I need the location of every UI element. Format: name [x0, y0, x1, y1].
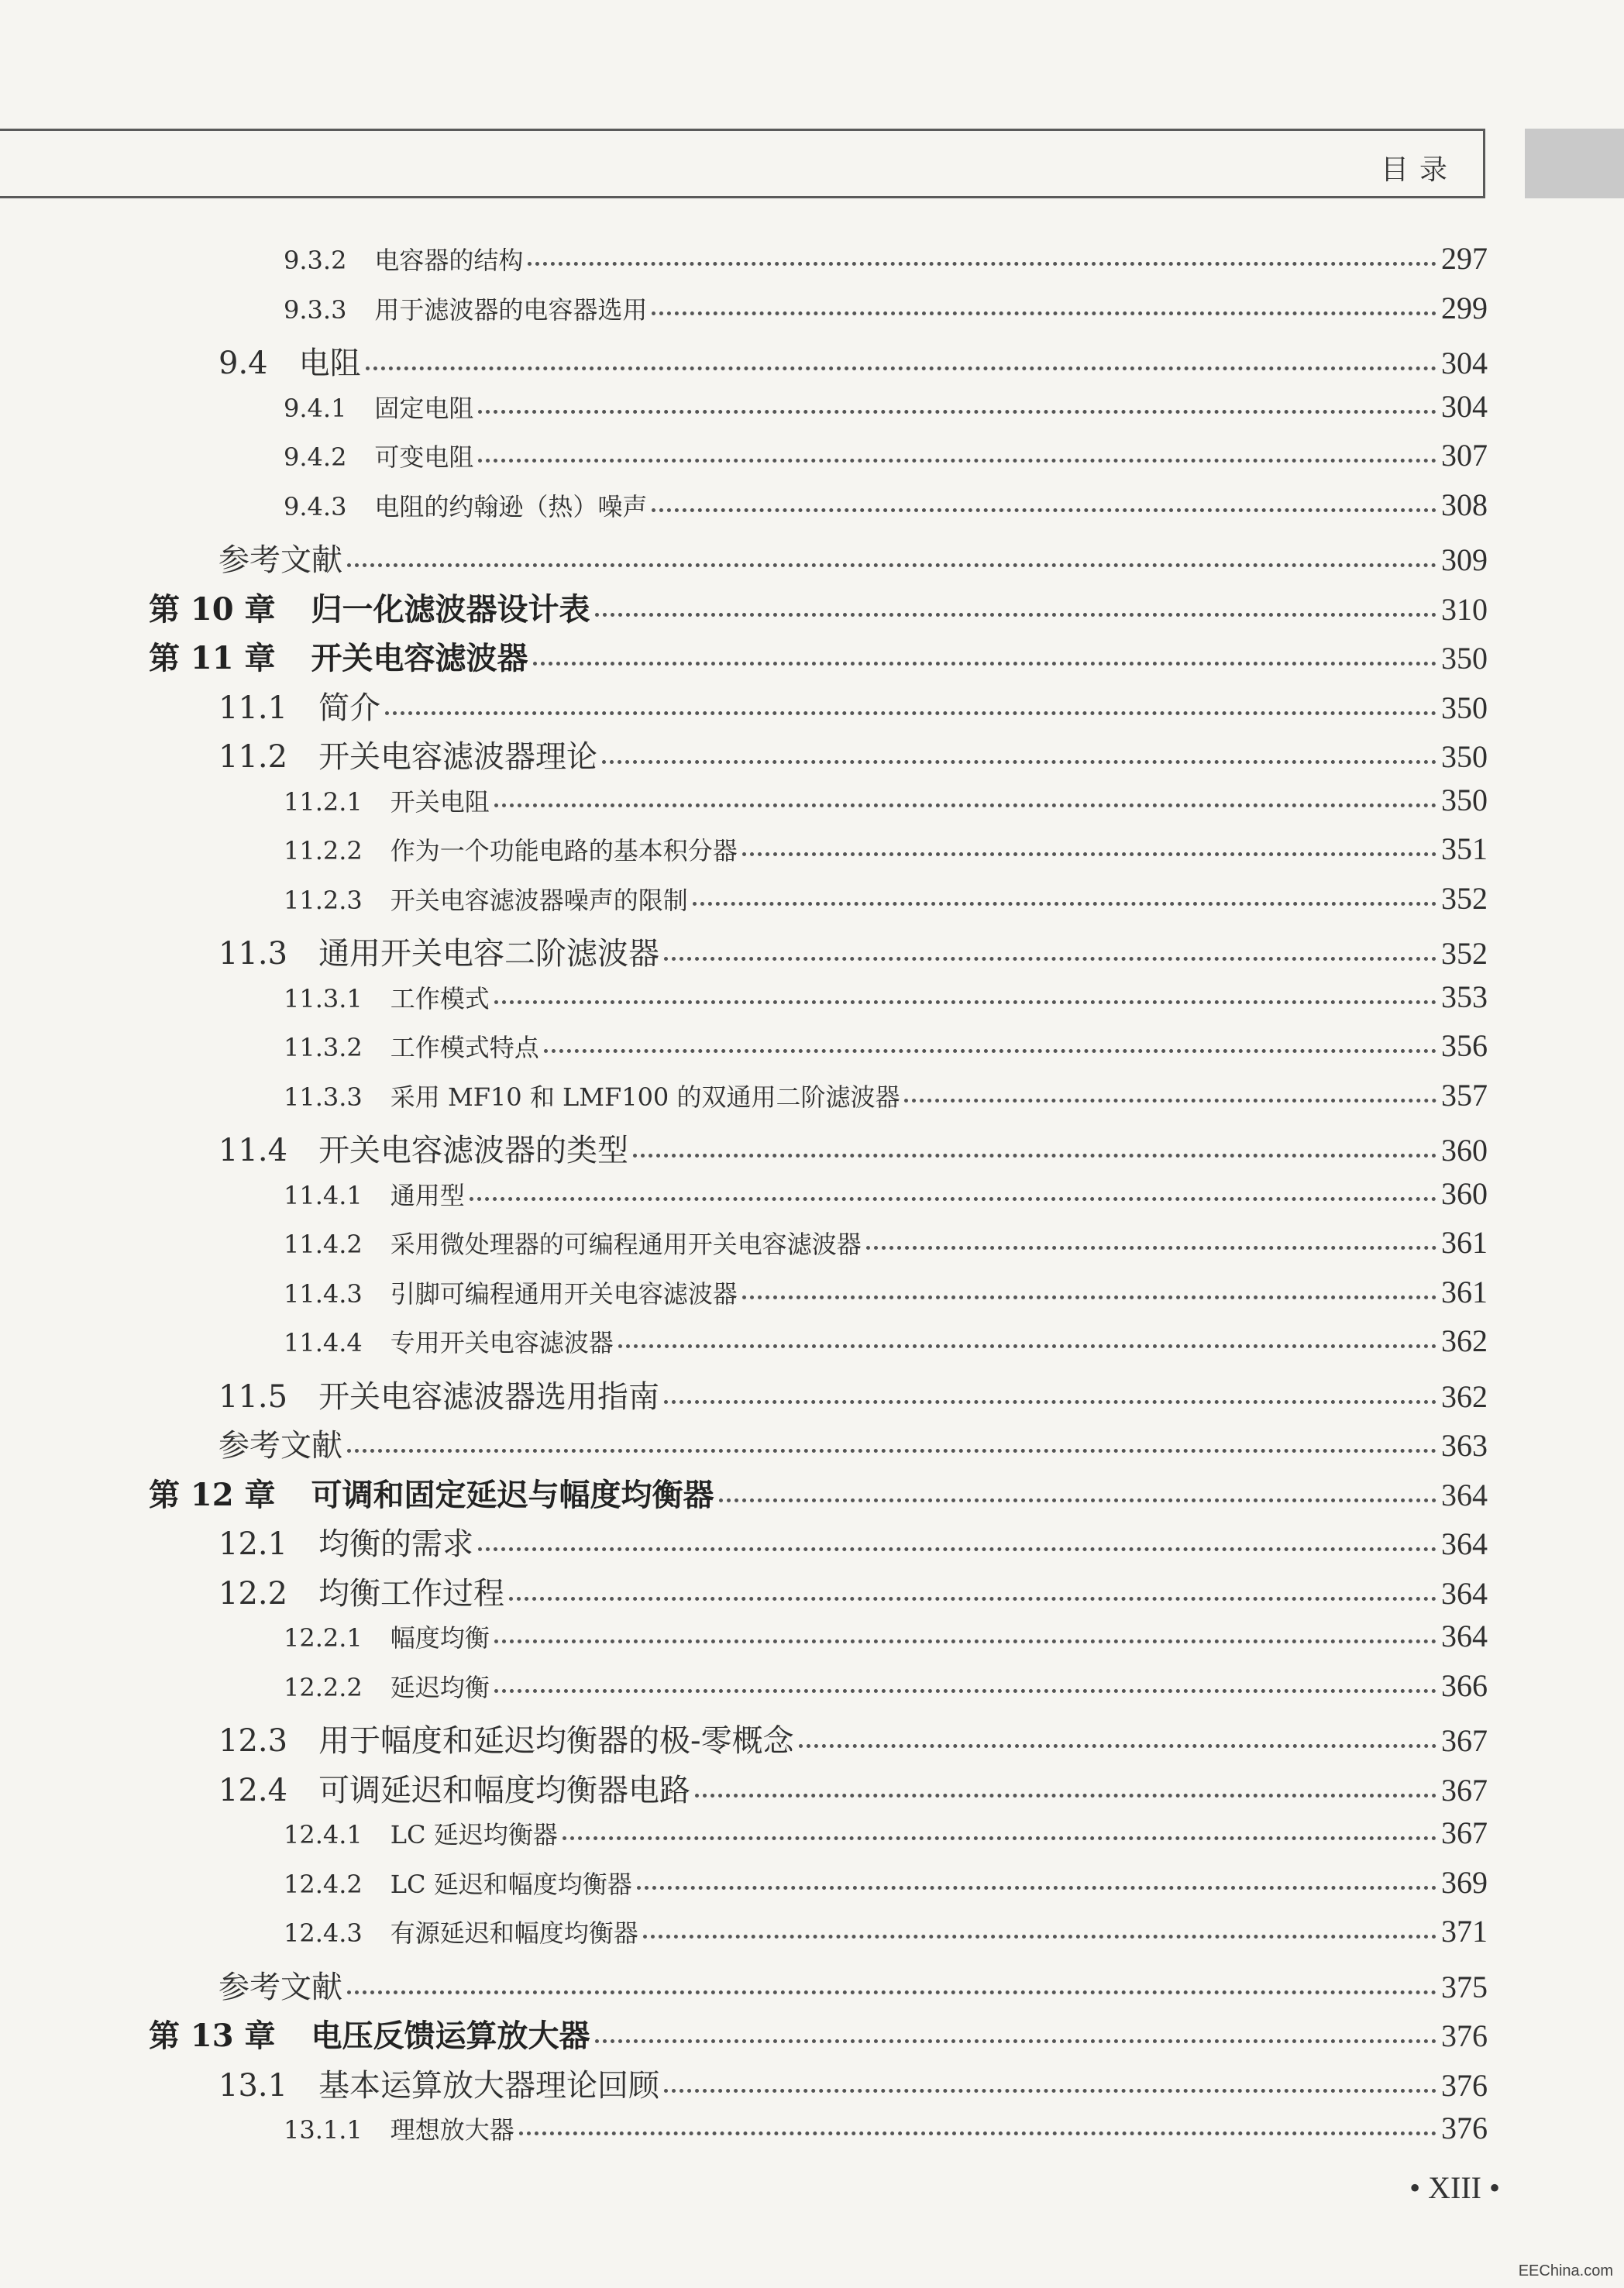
toc-entry-page: 367 [1441, 1723, 1488, 1758]
toc-entry-page: 364 [1441, 1526, 1488, 1561]
toc-entry-number: 11.3 [218, 936, 288, 972]
toc-entry-page: 363 [1441, 1428, 1488, 1463]
toc-entry-section[interactable] [218, 1519, 1488, 1564]
toc-entry-number: 12.1 [218, 1526, 288, 1562]
toc-entry-title: 电压反馈运算放大器 [311, 2018, 590, 2054]
toc-entry-page: 352 [1441, 936, 1488, 971]
dot-leader [470, 1197, 1436, 1201]
dot-leader [595, 613, 1436, 617]
toc-entry-number: 9.3.3 [284, 294, 347, 325]
toc-entry-number: 12.2 [218, 1575, 288, 1612]
dot-leader [637, 1886, 1436, 1890]
toc-entry-number: 11.2 [218, 739, 288, 775]
toc-entry-number: 11.2.3 [284, 885, 363, 915]
toc-entry-title: 电容器的结构 [374, 246, 524, 275]
toc-entry-sub[interactable] [284, 979, 1488, 1015]
toc-entry-title: 幅度均衡 [390, 1623, 490, 1653]
dot-leader [494, 803, 1436, 807]
toc-entry-title: 基本运算放大器理论回顾 [318, 2067, 660, 2104]
toc-entry-chapter[interactable] [149, 585, 1488, 629]
toc-entry-ref[interactable] [218, 1421, 1488, 1465]
toc-entry-page: 364 [1441, 1477, 1488, 1512]
toc-entry-number: 11.4.4 [284, 1328, 363, 1357]
toc-entry-page: 297 [1441, 241, 1488, 276]
toc-entry-section[interactable] [218, 732, 1488, 776]
toc-entry-title: 电阻 [298, 346, 361, 381]
dot-leader [633, 1154, 1436, 1158]
dot-leader [494, 1689, 1436, 1693]
toc-entry-sub[interactable] [284, 831, 1488, 867]
toc-entry-sub[interactable] [284, 1815, 1488, 1851]
toc-entry-title: 均衡的需求 [318, 1526, 474, 1562]
toc-entry-ref[interactable] [218, 535, 1488, 580]
toc-entry-sub[interactable] [284, 1274, 1488, 1310]
dot-leader [478, 1547, 1436, 1551]
toc-entry-page: 304 [1441, 388, 1488, 424]
dot-leader [618, 1344, 1436, 1348]
toc-entry-sub[interactable] [284, 2110, 1488, 2146]
dot-leader [347, 1449, 1436, 1453]
toc-entry-page: 362 [1441, 1378, 1488, 1414]
toc-entry-title: 可调延迟和幅度均衡器电路 [318, 1772, 691, 1808]
toc-entry-sub[interactable] [284, 1077, 1488, 1113]
thumb-index-tab [1525, 129, 1624, 198]
dot-leader [695, 1794, 1436, 1798]
toc-entry-number: 12.4.2 [284, 1869, 363, 1899]
dot-leader [602, 760, 1436, 764]
dot-leader [494, 1639, 1436, 1643]
toc-entry-number: 11.3.3 [284, 1082, 363, 1112]
toc-entry-title: LC 延迟和幅度均衡器 [390, 1869, 632, 1899]
toc-entry-sub[interactable] [284, 290, 1488, 326]
toc-entry-page: 360 [1441, 1175, 1488, 1211]
page-number: • XIII • [1409, 2170, 1500, 2205]
dot-leader [347, 1990, 1436, 1994]
toc-entry-title: 延迟均衡 [390, 1672, 490, 1702]
toc-entry-sub[interactable] [284, 1027, 1488, 1064]
toc-entry-title: 通用开关电容二阶滤波器 [318, 936, 660, 972]
dot-leader [595, 2039, 1436, 2043]
toc-entry-page: 371 [1441, 1914, 1488, 1949]
toc-entry-title: 工作模式特点 [390, 1033, 539, 1062]
toc-entry-sub[interactable] [284, 388, 1488, 425]
dot-leader [478, 410, 1436, 414]
toc-entry-page: 362 [1441, 1323, 1488, 1358]
toc-entry-chapter[interactable] [149, 2011, 1488, 2056]
toc-entry-page: 351 [1441, 831, 1488, 866]
toc-entry-page: 308 [1441, 487, 1488, 522]
toc-entry-number: 9.4 [218, 346, 268, 381]
toc-entry-section[interactable] [218, 929, 1488, 973]
header-title: 目录 [1380, 154, 1458, 186]
toc-entry-sub[interactable] [284, 880, 1488, 917]
dot-leader [494, 1000, 1436, 1004]
toc-entry-number: 9.4.2 [284, 442, 347, 472]
toc-entry-number: 11.5 [218, 1378, 288, 1415]
dot-leader [643, 1935, 1436, 1939]
watermark: EEChina.com [1518, 2262, 1613, 2279]
toc-entry-page: 369 [1441, 1864, 1488, 1900]
toc-entry-page: 367 [1441, 1772, 1488, 1808]
toc-entry-title: 参考文献 [218, 1428, 342, 1464]
toc-entry-page: 376 [1441, 2067, 1488, 2103]
toc-entry-number: 9.4.1 [284, 393, 347, 423]
toc-entry-page: 307 [1441, 438, 1488, 473]
toc-entry-page: 361 [1441, 1274, 1488, 1309]
toc-entry-chapter[interactable] [149, 1471, 1488, 1515]
dot-leader [652, 508, 1436, 512]
toc-entry-number: 12.3 [218, 1723, 288, 1759]
toc-entry-title: 归一化滤波器设计表 [311, 590, 590, 628]
toc-entry-number: 12.4 [218, 1772, 288, 1808]
toc-entry-title: 工作模式 [390, 983, 490, 1013]
toc-entry-title: 可调和固定延迟与幅度均衡器 [311, 1476, 714, 1513]
toc-entry-title: 理想放大器 [390, 2115, 514, 2145]
toc-entry-page: 361 [1441, 1225, 1488, 1260]
toc-entry-section[interactable] [218, 1569, 1488, 1613]
toc-entry-page: 352 [1441, 880, 1488, 916]
dot-leader [693, 902, 1436, 906]
toc-entry-page: 357 [1441, 1077, 1488, 1113]
toc-entry-number: 第 11 章 [149, 640, 276, 676]
dot-leader [719, 1498, 1436, 1502]
toc-entry-number: 11.4.3 [284, 1278, 363, 1309]
dot-leader [664, 2089, 1436, 2093]
toc-entry-number: 12.2.1 [284, 1623, 363, 1653]
toc-entry-page: 350 [1441, 782, 1488, 817]
toc-entry-title: 引脚可编程通用开关电容滤波器 [390, 1278, 738, 1309]
dot-leader [347, 563, 1436, 567]
toc-entry-sub[interactable] [284, 437, 1488, 473]
toc-entry-number: 13.1.1 [284, 2115, 363, 2145]
toc-entry-title: 作为一个功能电路的基本积分器 [390, 836, 738, 865]
toc-entry-page: 376 [1441, 2111, 1488, 2145]
toc-entry-page: 310 [1441, 591, 1488, 627]
dot-leader [528, 262, 1436, 266]
toc-entry-page: 367 [1441, 1815, 1488, 1850]
toc-entry-title: 开关电容滤波器噪声的限制 [390, 885, 688, 915]
toc-entry-title: 专用开关电容滤波器 [390, 1328, 614, 1357]
toc-entry-section[interactable] [218, 2061, 1488, 2105]
toc-entry-title: 均衡工作过程 [318, 1575, 505, 1612]
toc-entry-ref[interactable] [218, 1963, 1488, 2007]
toc-entry-title: 开关电容滤波器的类型 [318, 1133, 629, 1168]
toc-entry-number: 11.3.2 [284, 1033, 363, 1062]
toc-entry-page: 375 [1441, 1969, 1488, 2004]
toc-entry-page: 356 [1441, 1028, 1488, 1063]
dot-leader [544, 1049, 1436, 1053]
toc-entry-number: 12.2.2 [284, 1672, 363, 1702]
dot-leader [664, 1400, 1436, 1404]
toc-entry-title: LC 延迟均衡器 [390, 1820, 558, 1849]
dot-leader [652, 311, 1436, 315]
toc-entry-title: 参考文献 [218, 542, 342, 578]
toc-entry-title: 有源延迟和幅度均衡器 [390, 1918, 638, 1948]
toc-entry-title: 通用型 [390, 1180, 465, 1210]
toc-entry-number: 11.2.1 [284, 786, 363, 817]
toc-entry-page: 360 [1441, 1133, 1488, 1168]
dot-leader [904, 1099, 1436, 1103]
dot-leader [509, 1597, 1436, 1601]
toc-entry-chapter[interactable] [149, 634, 1488, 678]
toc-entry-title: 开关电容滤波器选用指南 [318, 1378, 660, 1415]
toc-entry-sub[interactable] [284, 1913, 1488, 1949]
toc-entry-sub[interactable] [284, 1224, 1488, 1261]
toc-entry-title: 采用微处理器的可编程通用开关电容滤波器 [390, 1230, 862, 1259]
toc-entry-title: 参考文献 [218, 1969, 342, 2005]
toc-entry-title: 电阻的约翰逊（热）噪声 [374, 491, 648, 521]
dot-leader [866, 1246, 1436, 1250]
toc-entry-number: 第 13 章 [149, 2018, 276, 2054]
dot-leader [478, 459, 1436, 463]
toc-entry-page: 350 [1441, 739, 1488, 774]
dot-leader [742, 1295, 1436, 1299]
toc-entry-title: 用于滤波器的电容器选用 [374, 294, 648, 325]
toc-entry-sub[interactable] [284, 1864, 1488, 1901]
dot-leader [799, 1744, 1436, 1748]
toc-entry-sub[interactable] [284, 1175, 1488, 1212]
toc-entry-sub[interactable] [284, 782, 1488, 818]
toc-entry-number: 11.3.1 [284, 983, 363, 1013]
toc-entry-page: 364 [1441, 1619, 1488, 1653]
toc-entry-number: 12.4.1 [284, 1820, 363, 1849]
toc-entry-title: 固定电阻 [374, 393, 474, 423]
toc-entry-number: 11.4 [218, 1133, 288, 1168]
toc-entry-number: 第 10 章 [149, 590, 276, 628]
toc-entry-page: 366 [1441, 1667, 1488, 1703]
dot-leader [385, 711, 1436, 715]
toc-entry-sub[interactable] [284, 240, 1488, 277]
toc-entry-page: 304 [1441, 346, 1488, 380]
toc-entry-sub[interactable] [284, 1618, 1488, 1654]
toc-entry-section[interactable] [218, 683, 1488, 728]
toc-entry-section[interactable] [218, 1126, 1488, 1170]
toc-entry-number: 11.4.1 [284, 1180, 363, 1210]
toc-entry-title: 开关电容滤波器理论 [318, 739, 598, 775]
dot-leader [519, 2131, 1436, 2135]
dot-leader [563, 1836, 1436, 1840]
running-header [0, 129, 1485, 198]
toc-entry-title: 简介 [318, 690, 381, 726]
dot-leader [533, 662, 1436, 666]
toc-entry-title: 采用 MF10 和 LMF100 的双通用二阶滤波器 [390, 1082, 900, 1112]
toc-entry-section[interactable] [218, 1766, 1488, 1810]
toc-entry-page: 299 [1441, 290, 1488, 325]
toc-entry-sub[interactable] [284, 1667, 1488, 1704]
toc-entry-section[interactable] [218, 1372, 1488, 1416]
toc-entry-title: 用于幅度和延迟均衡器的极-零概念 [318, 1723, 794, 1759]
toc-entry-page: 353 [1441, 979, 1488, 1014]
toc-entry-title: 可变电阻 [374, 442, 474, 472]
toc-entry-number: 11.4.2 [284, 1230, 363, 1259]
toc-entry-number: 9.4.3 [284, 491, 347, 521]
toc-entry-page: 364 [1441, 1575, 1488, 1611]
dot-leader [664, 957, 1436, 961]
toc-entry-title: 开关电阻 [390, 786, 490, 817]
toc-entry-sub[interactable] [284, 487, 1488, 523]
toc-entry-page: 309 [1441, 542, 1488, 577]
toc-entry-page: 350 [1441, 641, 1488, 676]
toc-entry-sub[interactable] [284, 1323, 1488, 1359]
toc-entry-number: 11.2.2 [284, 836, 363, 865]
dot-leader [742, 852, 1436, 856]
toc-entry-number: 9.3.2 [284, 246, 347, 275]
toc-entry-page: 376 [1441, 2018, 1488, 2053]
toc-entry-section[interactable] [218, 339, 1488, 383]
dot-leader [366, 366, 1436, 370]
toc-entry-number: 13.1 [218, 2067, 288, 2104]
toc-entry-title: 开关电容滤波器 [311, 640, 528, 676]
toc-entry-number: 第 12 章 [149, 1476, 276, 1513]
toc-entry-section[interactable] [218, 1716, 1488, 1760]
toc-entry-number: 12.4.3 [284, 1918, 363, 1948]
toc-entry-number: 11.1 [218, 690, 288, 726]
toc-entry-page: 350 [1441, 690, 1488, 725]
